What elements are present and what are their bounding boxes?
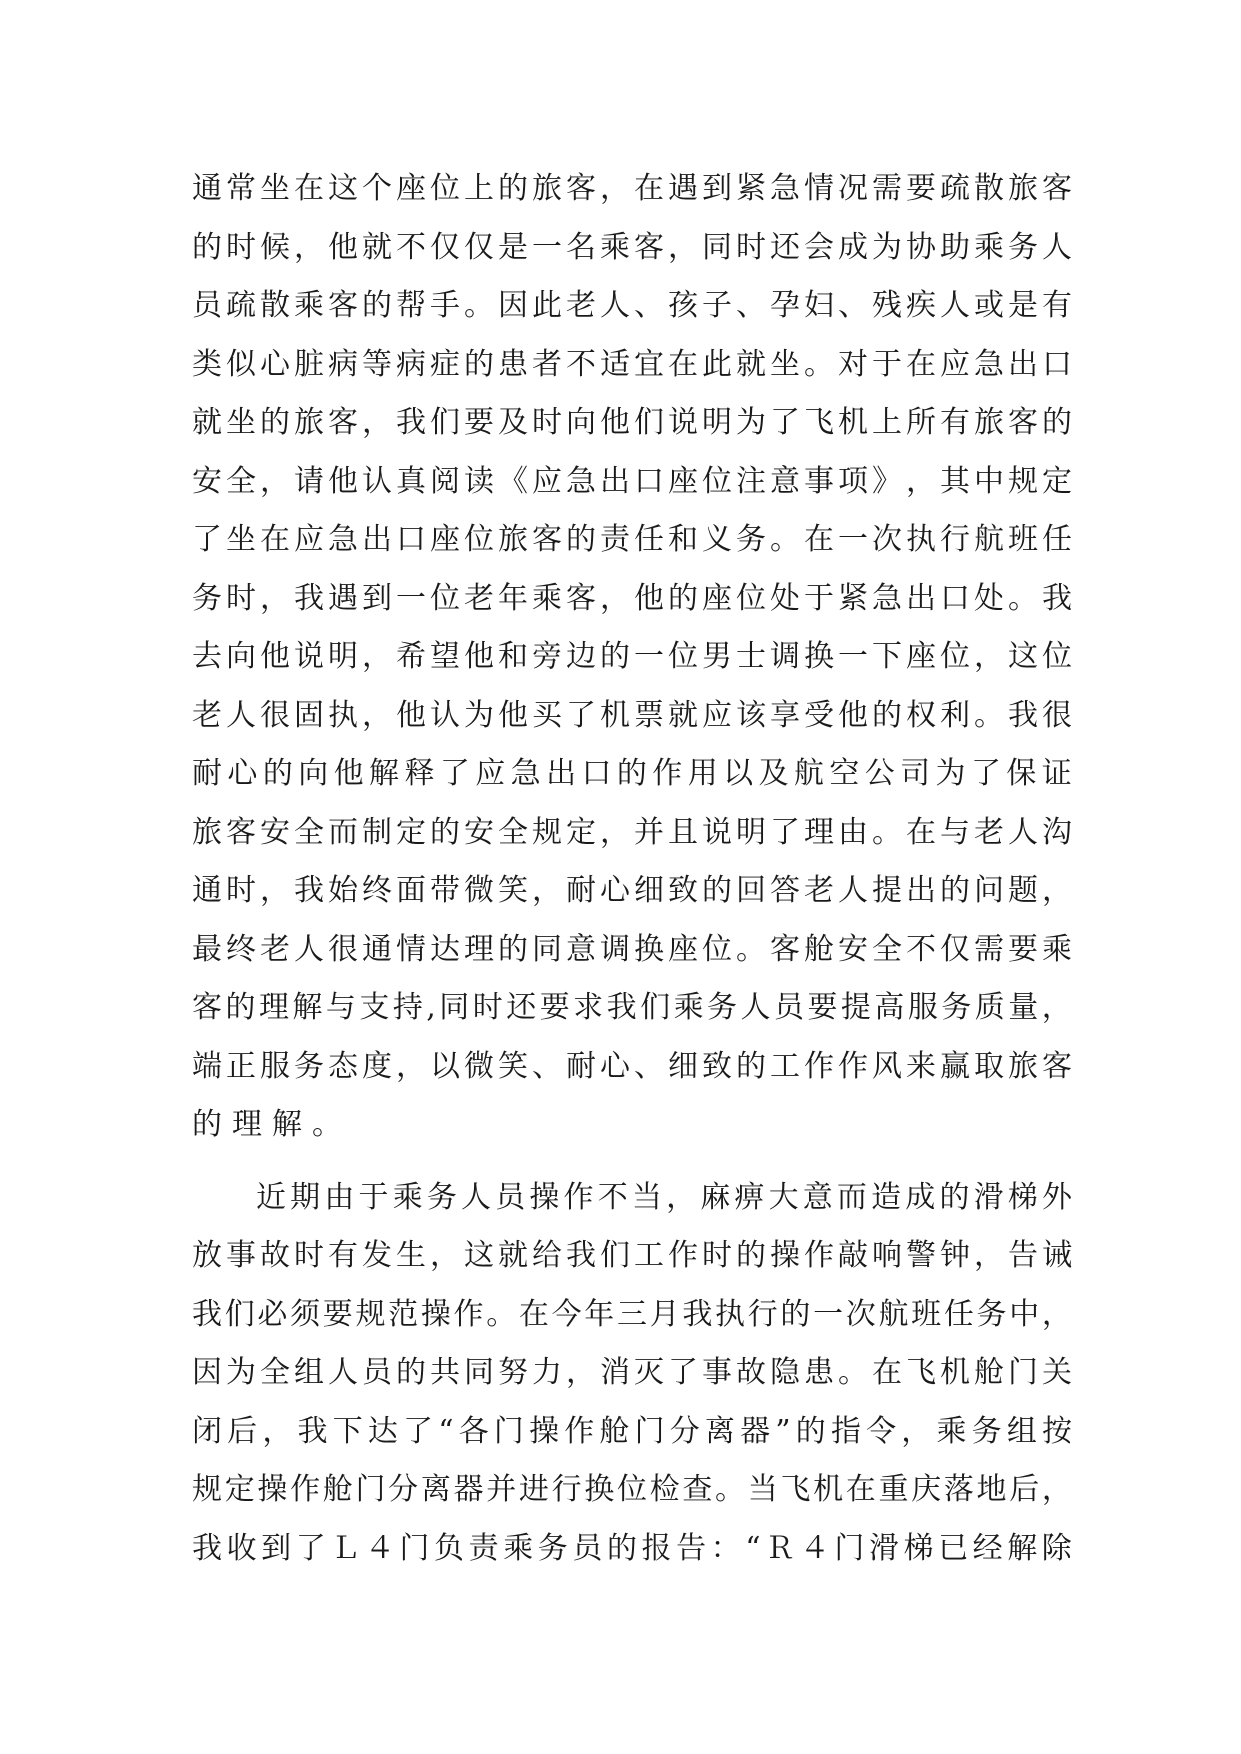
text-line: 客 的 理 解 与 支 持 , 同 时 还 要 求 我 们 乘 务 人 员 要 提 高 服 务 质 量 ， bbox=[192, 990, 1072, 1025]
paragraph-gap bbox=[192, 1155, 1072, 1169]
text-line: 最 终 老 人 很 通 情 达 理 的 同 意 调 换 座 位 。 客 舱 安 全 不 仅 需 要 乘 bbox=[192, 931, 1072, 967]
text-line: 因 为 全 组 人 员 的 共 同 努 力 ， 消 灭 了 事 故 隐 患 。 在 飞 机 舱 门 关 bbox=[192, 1355, 1072, 1390]
text-line: 通 常 坐 在 这 个 座 位 上 的 旅 客 ， 在 遇 到 紧 急 情 况 需 要 疏 散 旅 客 bbox=[192, 171, 1072, 206]
text-line: 老 人 很 固 执 ， 他 认 为 他 买 了 机 票 就 应 该 享 受 他 的 权 利 。 我 很 bbox=[192, 697, 1072, 733]
text-line: 耐 心 的 向 他 解 释 了 应 急 出 口 的 作 用 以 及 航 空 公 司 为 了 保 证 bbox=[192, 756, 1072, 791]
text-line: 规 定 操 作 舱 门 分 离 器 并 进 行 换 位 检 查 。 当 飞 机 在 重 庆 落 地 后 ， bbox=[192, 1472, 1072, 1507]
text-line: 通 时 ， 我 始 终 面 带 微 笑 ， 耐 心 细 致 的 回 答 老 人 提 出 的 问 题 ， bbox=[192, 873, 1072, 908]
paragraph-1 bbox=[192, 160, 1072, 1155]
text-line: 了 坐 在 应 急 出 口 座 位 旅 客 的 责 任 和 义 务 。 在 一 次 执 行 航 班 任 bbox=[192, 522, 1072, 557]
text-line: 的 时 候 ， 他 就 不 仅 仅 是 一 名 乘 客 ， 同 时 还 会 成 为 协 助 乘 务 人 bbox=[192, 229, 1072, 265]
paragraph-2 bbox=[192, 1169, 1072, 1579]
text-line: 就 坐 的 旅 客 ， 我 们 要 及 时 向 他 们 说 明 为 了 飞 机 上 所 有 旅 客 的 bbox=[192, 405, 1072, 440]
text-line: 我 们 必 须 要 规 范 操 作 。 在 今 年 三 月 我 执 行 的 一 次 航 班 任 务 中 ， bbox=[192, 1296, 1072, 1332]
text-line: 闭 后 ， 我 下 达 了 “ 各 门 操 作 舱 门 分 离 器 ” 的 指 令 ， 乘 务 组 按 bbox=[192, 1413, 1072, 1449]
text-line: 旅 客 安 全 而 制 定 的 安 全 规 定 ， 并 且 说 明 了 理 由 。 在 与 老 人 沟 bbox=[192, 814, 1072, 850]
text-line: 端 正 服 务 态 度 ， 以 微 笑 、 耐 心 、 细 致 的 工 作 作 风 来 赢 取 旅 客 bbox=[192, 1048, 1072, 1084]
body-text bbox=[192, 160, 1072, 1578]
text-line: 去 向 他 说 明 ， 希 望 他 和 旁 边 的 一 位 男 士 调 换 一 下 座 位 ， 这 位 bbox=[192, 639, 1072, 674]
text-line: 的理解。 bbox=[192, 1107, 352, 1142]
text-line: 放 事 故 时 有 发 生 ， 这 就 给 我 们 工 作 时 的 操 作 敲 响 警 钟 ， 告 诫 bbox=[192, 1238, 1072, 1273]
text-line: 务 时 ， 我 遇 到 一 位 老 年 乘 客 ， 他 的 座 位 处 于 紧 急 出 口 处 。 我 bbox=[192, 580, 1072, 616]
text-line: 安 全 ， 请 他 认 真 阅 读 《 应 急 出 口 座 位 注 意 事 项 》 ， 其 中 规 定 bbox=[192, 463, 1072, 499]
text-line: 类 似 心 脏 病 等 病 症 的 患 者 不 适 宜 在 此 就 坐 。 对 于 在 应 急 出 口 bbox=[192, 346, 1072, 382]
text-line: 我 收 到 了 Ｌ ４ 门 负 责 乘 务 员 的 报 告 ： “ Ｒ ４ 门 滑 梯 已 经 解 除 bbox=[192, 1530, 1072, 1566]
text-line: 近 期 由 于 乘 务 人 员 操 作 不 当 ， 麻 痹 大 意 而 造 成 的 滑 梯 外 bbox=[256, 1179, 1072, 1215]
text-line: 员 疏 散 乘 客 的 帮 手 。 因 此 老 人 、 孩 子 、 孕 妇 、 残 疾 人 或 是 有 bbox=[192, 288, 1072, 323]
